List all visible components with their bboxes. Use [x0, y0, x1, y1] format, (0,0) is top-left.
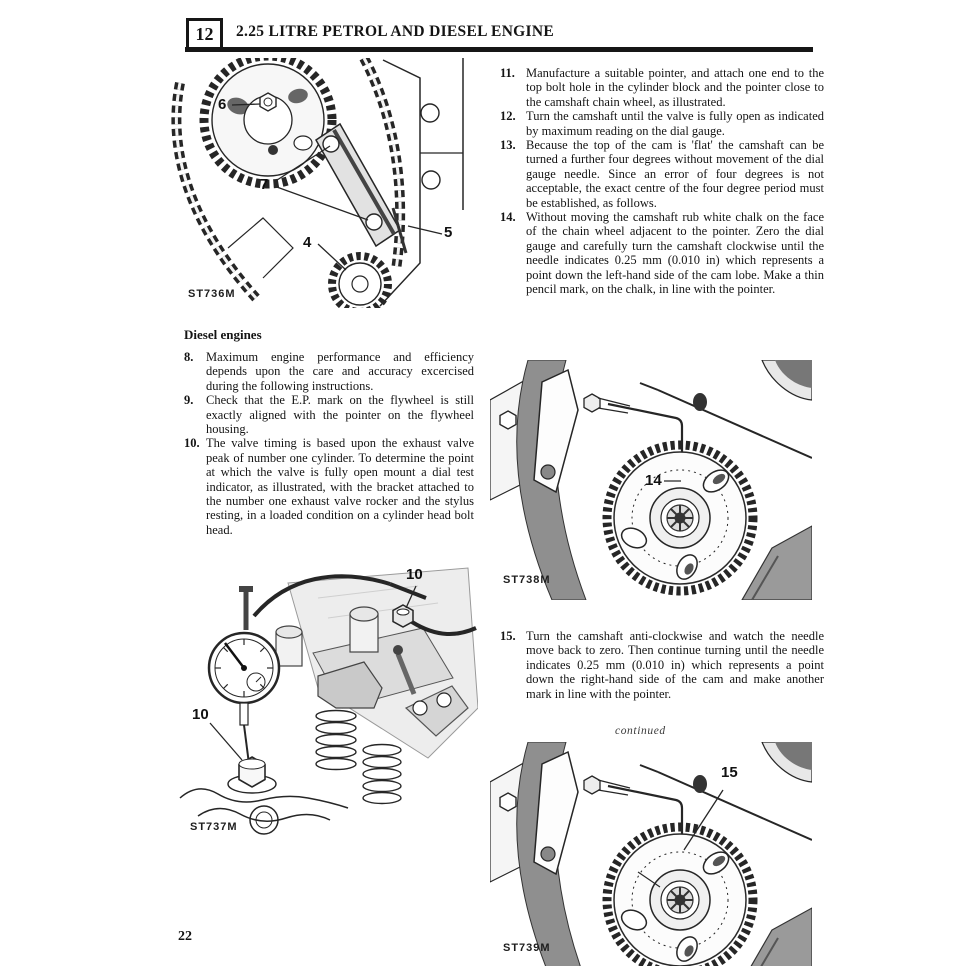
item-number: 13.: [500, 138, 516, 153]
callout-14: 14: [645, 472, 662, 489]
item-number: 12.: [500, 109, 516, 124]
figure-flywheel-pointer-14: [490, 360, 812, 600]
callout-10-top: 10: [406, 566, 423, 583]
figure-flywheel-pointer-15: [490, 742, 812, 966]
callout-4: 4: [303, 234, 312, 251]
item-text: The valve timing is based upon the exhaust valve peak of number one cylinder. To determine the point at which the valve is fully open mount a dial test indicator, as illustrated, with the bracket attached to the number one exhaust valve rocker and the stylus resting, in a loaded condition on a cylinder head bolt head.: [206, 436, 474, 537]
instruction-item-12: [500, 109, 824, 138]
flywheel-illustration-2: [490, 742, 812, 966]
figure-code-st739m: ST739M: [503, 942, 551, 954]
callout-15: 15: [721, 764, 738, 781]
item-text: Without moving the camshaft rub white chalk on the face of the chain wheel adjacent to the pointer. Zero the dial gauge and carefully turn the camshaft clockwise until the needle indicates 0.25 mm (0.010 in) which represents a point down the left-hand side of the cam lobe. Make a thin pencil mark, on the chalk, in line with the pointer.: [526, 210, 824, 297]
figure-code-st738m: ST738M: [503, 574, 551, 586]
callout-6: 6: [218, 96, 227, 113]
valve-spring-1: [316, 711, 356, 770]
instruction-item-13: [500, 138, 824, 210]
item-text: Because the top of the cam is 'flat' the camshaft can be turned a further four degrees without movement of the dial gauge needle. Since an error of four degrees is not acceptable, the exact centre of the four degree period must be established, as follows.: [526, 138, 824, 210]
callout-7: 7: [260, 176, 269, 193]
instruction-item-11: [500, 66, 824, 109]
page-number: 22: [178, 929, 192, 944]
continued-label: continued: [615, 725, 666, 737]
item-number: 9.: [184, 393, 194, 408]
dial-gauge-illustration: [168, 558, 478, 850]
item-number: 11.: [500, 66, 515, 80]
right-column-instructions-upper: [500, 66, 824, 297]
header-rule: [185, 47, 813, 52]
left-column-instructions: [184, 350, 474, 537]
item-text: Turn the camshaft anti-clockwise and watch the needle move back to zero. Then continue turning until the needle indicates 0.25 mm (0.010 in) which represents a point down the right-hand side of the cam and make another mark in line with the pointer.: [526, 629, 824, 701]
item-text: Turn the camshaft until the valve is fully open as indicated by maximum reading on the dial gauge.: [526, 109, 824, 138]
item-text: Manufacture a suitable pointer, and attach one end to the top bolt hole in the cylinder block and the pointer close to the camshaft chain wheel, as illustrated.: [526, 66, 824, 109]
item-text: Check that the E.P. mark on the flywheel is still exactly aligned with the pointer on the flywheel housing.: [206, 393, 474, 437]
item-number: 15.: [500, 629, 516, 643]
figure-code-st736m: ST736M: [188, 288, 236, 300]
instruction-item-14: [500, 210, 824, 296]
item-text: Maximum engine performance and efficiency depends upon the care and accuracy excercised during the following instructions.: [206, 350, 474, 393]
figure-timing-chain: [168, 58, 468, 308]
figure-code-st737m: ST737M: [190, 821, 238, 833]
instruction-item-8: [184, 350, 474, 393]
instruction-item-15: [500, 629, 824, 701]
valve-spring-2: [363, 745, 401, 804]
instruction-item-10: [184, 436, 474, 537]
figure-dial-gauge: [168, 558, 478, 850]
page-title: 2.25 LITRE PETROL AND DIESEL ENGINE: [236, 23, 555, 40]
item-number: 10.: [184, 436, 200, 451]
instruction-item-9: [184, 393, 474, 436]
right-column-instructions-lower: [500, 629, 824, 701]
callout-10-left: 10: [192, 706, 209, 723]
item-number: 14.: [500, 210, 516, 225]
section-heading-diesel-engines: Diesel engines: [184, 327, 262, 342]
chapter-number: 12: [195, 24, 214, 44]
callout-5: 5: [444, 224, 453, 241]
item-number: 8.: [184, 350, 194, 364]
timing-chain-illustration: [168, 58, 468, 308]
